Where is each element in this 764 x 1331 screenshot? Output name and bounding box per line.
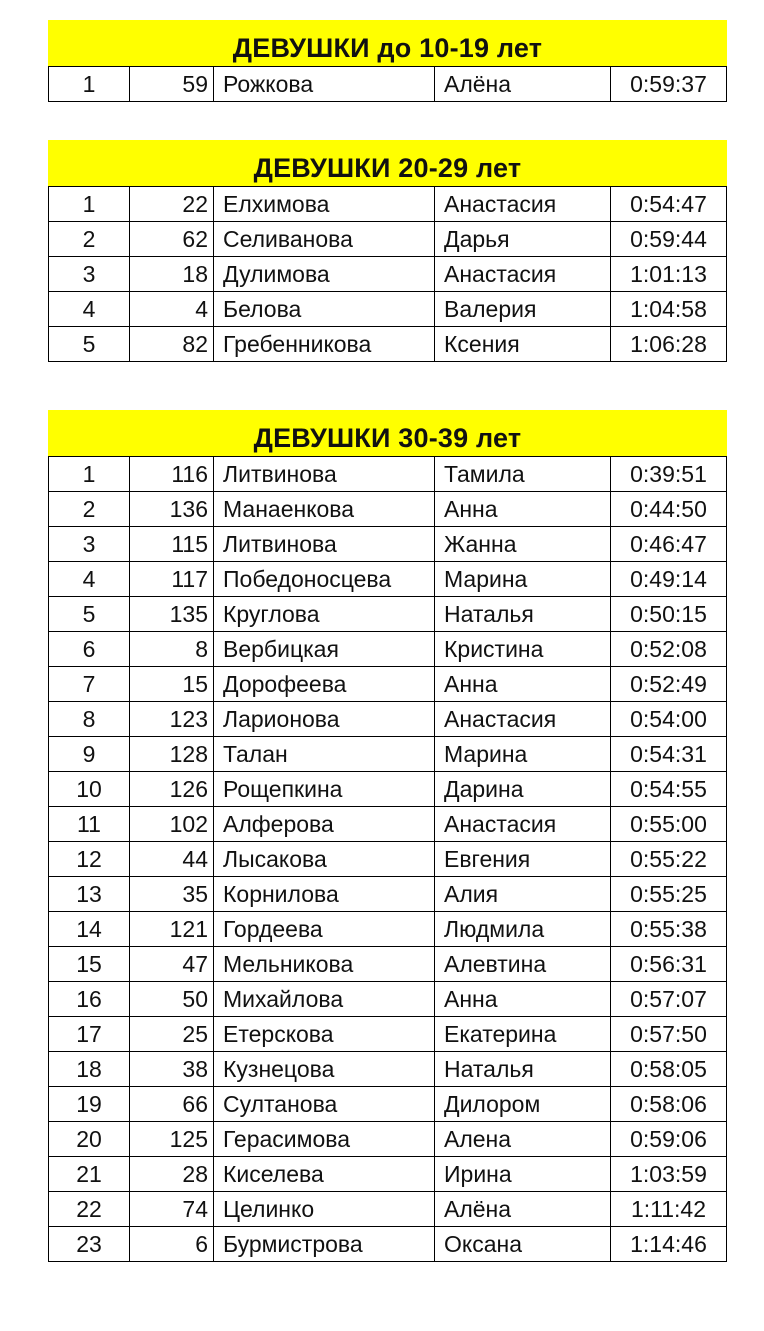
place-cell: 15 [49,947,130,982]
table-row [49,807,727,842]
first-name-cell: Анастасия [435,807,611,842]
first-name-cell: Анна [435,667,611,702]
last-name-cell: Победоносцева [214,562,435,597]
finish-time-cell: 0:55:38 [611,912,727,947]
first-name-cell: Алёна [435,1192,611,1227]
first-name-cell: Анастасия [435,257,611,292]
bib-number-cell: 18 [130,257,214,292]
last-name-cell: Дулимова [214,257,435,292]
finish-time-cell: 0:55:22 [611,842,727,877]
place-cell: 20 [49,1122,130,1157]
table-row [49,67,727,102]
place-cell: 9 [49,737,130,772]
table-row [49,947,727,982]
table-row [49,257,727,292]
table-row [49,327,727,362]
first-name-cell: Анастасия [435,187,611,222]
bib-number-cell: 82 [130,327,214,362]
table-row [49,457,727,492]
finish-time-cell: 0:57:07 [611,982,727,1017]
place-cell: 3 [49,257,130,292]
place-cell: 14 [49,912,130,947]
last-name-cell: Гребенникова [214,327,435,362]
finish-time-cell: 0:39:51 [611,457,727,492]
bib-number-cell: 25 [130,1017,214,1052]
table-row [49,292,727,327]
place-cell: 1 [49,67,130,102]
last-name-cell: Рожкова [214,67,435,102]
bib-number-cell: 6 [130,1227,214,1262]
last-name-cell: Мельникова [214,947,435,982]
table-row [49,222,727,257]
place-cell: 2 [49,222,130,257]
table-row [49,982,727,1017]
place-cell: 6 [49,632,130,667]
bib-number-cell: 66 [130,1087,214,1122]
finish-time-cell: 0:54:47 [611,187,727,222]
table-row [49,702,727,737]
place-cell: 10 [49,772,130,807]
table-row [49,562,727,597]
finish-time-cell: 0:54:31 [611,737,727,772]
bib-number-cell: 136 [130,492,214,527]
finish-time-cell: 1:01:13 [611,257,727,292]
place-cell: 1 [49,187,130,222]
table-row [49,492,727,527]
first-name-cell: Алёна [435,67,611,102]
last-name-cell: Киселева [214,1157,435,1192]
table-row [49,912,727,947]
last-name-cell: Литвинова [214,457,435,492]
bib-number-cell: 116 [130,457,214,492]
table-row [49,842,727,877]
bib-number-cell: 123 [130,702,214,737]
bib-number-cell: 102 [130,807,214,842]
place-cell: 4 [49,562,130,597]
first-name-cell: Анна [435,982,611,1017]
results-table [48,66,727,102]
first-name-cell: Оксана [435,1227,611,1262]
first-name-cell: Алия [435,877,611,912]
finish-time-cell: 0:49:14 [611,562,727,597]
bib-number-cell: 59 [130,67,214,102]
first-name-cell: Наталья [435,1052,611,1087]
place-cell: 16 [49,982,130,1017]
last-name-cell: Манаенкова [214,492,435,527]
table-row [49,667,727,702]
finish-time-cell: 0:55:25 [611,877,727,912]
bib-number-cell: 115 [130,527,214,562]
finish-time-cell: 0:59:37 [611,67,727,102]
last-name-cell: Талан [214,737,435,772]
bib-number-cell: 74 [130,1192,214,1227]
finish-time-cell: 0:54:00 [611,702,727,737]
table-row [49,632,727,667]
first-name-cell: Тамила [435,457,611,492]
finish-time-cell: 0:55:00 [611,807,727,842]
finish-time-cell: 1:11:42 [611,1192,727,1227]
bib-number-cell: 8 [130,632,214,667]
place-cell: 8 [49,702,130,737]
bib-number-cell: 128 [130,737,214,772]
place-cell: 13 [49,877,130,912]
place-cell: 18 [49,1052,130,1087]
first-name-cell: Людмила [435,912,611,947]
section-title: ДЕВУШКИ 30-39 лет [48,410,727,456]
last-name-cell: Кузнецова [214,1052,435,1087]
bib-number-cell: 38 [130,1052,214,1087]
last-name-cell: Елхимова [214,187,435,222]
place-cell: 21 [49,1157,130,1192]
finish-time-cell: 1:04:58 [611,292,727,327]
section-title: ДЕВУШКИ до 10-19 лет [48,20,727,66]
place-cell: 19 [49,1087,130,1122]
finish-time-cell: 1:06:28 [611,327,727,362]
finish-time-cell: 1:03:59 [611,1157,727,1192]
last-name-cell: Белова [214,292,435,327]
place-cell: 3 [49,527,130,562]
place-cell: 12 [49,842,130,877]
first-name-cell: Ксения [435,327,611,362]
bib-number-cell: 47 [130,947,214,982]
place-cell: 4 [49,292,130,327]
bib-number-cell: 121 [130,912,214,947]
bib-number-cell: 15 [130,667,214,702]
results-section-30-39 [48,410,727,1262]
table-row [49,1192,727,1227]
last-name-cell: Литвинова [214,527,435,562]
bib-number-cell: 62 [130,222,214,257]
finish-time-cell: 0:46:47 [611,527,727,562]
first-name-cell: Евгения [435,842,611,877]
first-name-cell: Валерия [435,292,611,327]
first-name-cell: Жанна [435,527,611,562]
place-cell: 17 [49,1017,130,1052]
table-row [49,1227,727,1262]
first-name-cell: Кристина [435,632,611,667]
bib-number-cell: 125 [130,1122,214,1157]
last-name-cell: Алферова [214,807,435,842]
place-cell: 5 [49,597,130,632]
bib-number-cell: 126 [130,772,214,807]
place-cell: 22 [49,1192,130,1227]
finish-time-cell: 0:58:05 [611,1052,727,1087]
table-row [49,772,727,807]
finish-time-cell: 0:59:06 [611,1122,727,1157]
table-row [49,877,727,912]
first-name-cell: Алена [435,1122,611,1157]
table-row [49,1157,727,1192]
table-row [49,1087,727,1122]
table-row [49,187,727,222]
last-name-cell: Султанова [214,1087,435,1122]
section-title: ДЕВУШКИ 20-29 лет [48,140,727,186]
bib-number-cell: 35 [130,877,214,912]
first-name-cell: Анастасия [435,702,611,737]
last-name-cell: Герасимова [214,1122,435,1157]
finish-time-cell: 0:52:49 [611,667,727,702]
place-cell: 23 [49,1227,130,1262]
first-name-cell: Дилором [435,1087,611,1122]
last-name-cell: Селиванова [214,222,435,257]
last-name-cell: Гордеева [214,912,435,947]
finish-time-cell: 0:57:50 [611,1017,727,1052]
bib-number-cell: 135 [130,597,214,632]
table-row [49,1017,727,1052]
bib-number-cell: 28 [130,1157,214,1192]
table-row [49,597,727,632]
results-table [48,186,727,362]
last-name-cell: Вербицкая [214,632,435,667]
place-cell: 11 [49,807,130,842]
first-name-cell: Анна [435,492,611,527]
results-section-10-19 [48,20,727,102]
last-name-cell: Етерскова [214,1017,435,1052]
finish-time-cell: 0:58:06 [611,1087,727,1122]
first-name-cell: Алевтина [435,947,611,982]
bib-number-cell: 22 [130,187,214,222]
last-name-cell: Корнилова [214,877,435,912]
last-name-cell: Бурмистрова [214,1227,435,1262]
results-table [48,456,727,1262]
first-name-cell: Екатерина [435,1017,611,1052]
table-row [49,527,727,562]
finish-time-cell: 1:14:46 [611,1227,727,1262]
last-name-cell: Михайлова [214,982,435,1017]
first-name-cell: Марина [435,737,611,772]
bib-number-cell: 50 [130,982,214,1017]
first-name-cell: Дарья [435,222,611,257]
last-name-cell: Лысакова [214,842,435,877]
bib-number-cell: 44 [130,842,214,877]
place-cell: 2 [49,492,130,527]
results-section-20-29 [48,140,727,362]
first-name-cell: Марина [435,562,611,597]
place-cell: 5 [49,327,130,362]
first-name-cell: Дарина [435,772,611,807]
last-name-cell: Круглова [214,597,435,632]
place-cell: 1 [49,457,130,492]
table-row [49,737,727,772]
first-name-cell: Ирина [435,1157,611,1192]
bib-number-cell: 4 [130,292,214,327]
table-row [49,1052,727,1087]
finish-time-cell: 0:50:15 [611,597,727,632]
finish-time-cell: 0:44:50 [611,492,727,527]
last-name-cell: Рощепкина [214,772,435,807]
finish-time-cell: 0:56:31 [611,947,727,982]
finish-time-cell: 0:59:44 [611,222,727,257]
finish-time-cell: 0:52:08 [611,632,727,667]
last-name-cell: Дорофеева [214,667,435,702]
last-name-cell: Целинко [214,1192,435,1227]
first-name-cell: Наталья [435,597,611,632]
place-cell: 7 [49,667,130,702]
finish-time-cell: 0:54:55 [611,772,727,807]
last-name-cell: Ларионова [214,702,435,737]
bib-number-cell: 117 [130,562,214,597]
table-row [49,1122,727,1157]
